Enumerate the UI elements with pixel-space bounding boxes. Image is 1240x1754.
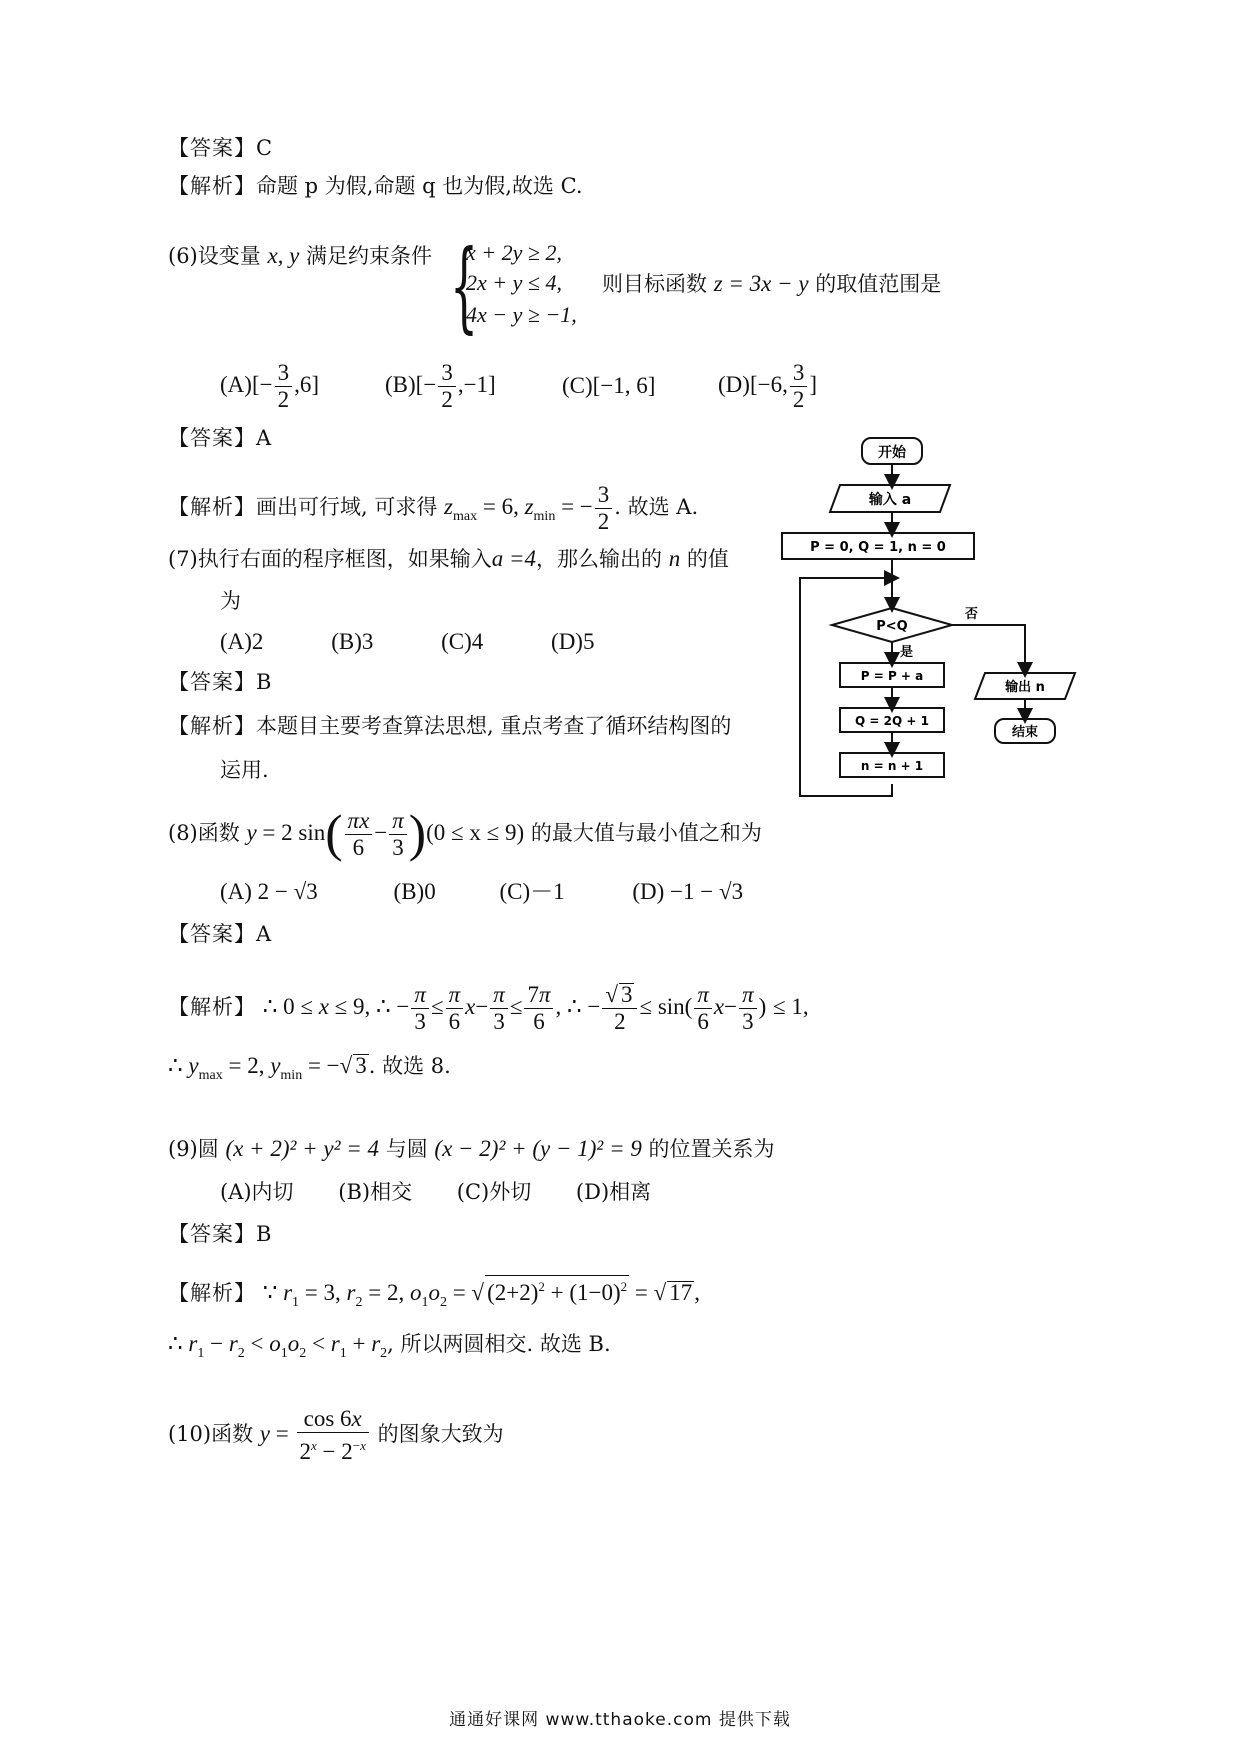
q7-text-1: (7)执行右面的程序框图，如果输入 [168, 547, 492, 571]
q7-input-value: a =4 [491, 546, 537, 571]
flow-step2-text: Q = 2Q + 1 [855, 714, 929, 728]
analysis-label: 【解析】 [168, 174, 256, 198]
q7-option-b: (B)3 [331, 629, 374, 654]
q8-answer: A [256, 922, 272, 946]
fraction: $\frac{3}{2}$ [595, 482, 613, 535]
q8-options [220, 878, 743, 906]
fraction: $\frac{√ 3}{2}$ [602, 982, 637, 1035]
q6-option-d: (D)[−6, $\frac{3}{2}$ ] [718, 360, 817, 412]
flow-init-text: P = 0, Q = 1, n = 0 [810, 540, 946, 555]
q6-constraint-1: x + 2y ≥ 2, [466, 240, 562, 265]
answer-label: 【答案】 [168, 922, 256, 946]
flow-end-text: 结束 [1011, 725, 1039, 740]
q6-target: z = 3x − y [713, 271, 809, 296]
flow-input-text: 输入 a [868, 492, 912, 508]
q6-answer-line [168, 424, 271, 452]
q7-option-c: (C)4 [441, 629, 484, 654]
q8-analysis-line2: ∴ $y_{max} = 2$, $y_{min}$ = −√ 3. 故选 8. [168, 1053, 451, 1083]
q6-answer: A [256, 426, 272, 450]
q8-answer-line [168, 920, 271, 948]
fraction: $\frac{\pi}{3}$ [411, 982, 429, 1035]
q6-constraint-2: 2x + y ≤ 4, [466, 270, 562, 295]
q7-analysis-1: 本题目主要考查算法思想, 重点考查了循环结构图的 [256, 714, 732, 738]
q8-option-b: (B)0 [393, 879, 436, 904]
flow-no-label: 否 [965, 607, 979, 622]
q9-suffix: 的位置关系为 [648, 1137, 775, 1161]
fraction: $\frac{\pi x}{6}$ [345, 808, 373, 861]
q7-text-3: 的值 [686, 547, 729, 571]
analysis-label: 【解析】 [168, 994, 256, 1019]
fraction: $\frac{3}{2}$ [438, 360, 456, 413]
q9-analysis-line2-suffix: , 所以两圆相交. 故选 B. [387, 1332, 611, 1356]
q9-option-b: (B)相交 [338, 1180, 413, 1204]
option-c-label: (C) [562, 373, 593, 398]
q10-suffix: 的图象大致为 [377, 1421, 504, 1446]
brace-symbol: { [450, 230, 479, 344]
q9-option-d: (D)相离 [575, 1180, 652, 1204]
q9-circle2: (x − 2)² + (y − 1)² = 9 [434, 1136, 642, 1161]
q8-suffix: 的最大值与最小值之和为 [530, 820, 762, 845]
flow-step3-text: n = n + 1 [860, 759, 924, 773]
q6-vars: x, y [267, 243, 300, 268]
flowchart [780, 430, 1100, 810]
fraction: $\frac{7\pi}{6}$ [524, 982, 553, 1035]
q8-analysis-line: 【解析】 ∴ 0 ≤ x ≤ 9, ∴ − $\frac{\pi}{3}$ ≤ $\frac{\pi}{6}$ x− $\frac{\pi}{3}$ ≤ $\frac{7\pi}{6}$ , ∴ − $\frac{√ 3}{2}$ ≤ sin( $\frac{\pi}{6}$ x− $\frac{\pi}{3}$ ) ≤ 1, [168, 982, 809, 1034]
flow-yes-label: 是 [900, 645, 914, 660]
option-b-label: (B) [385, 371, 416, 397]
q9-option-a: (A)内切 [220, 1180, 294, 1204]
q7-answer-line [168, 668, 271, 696]
q5-answer: C [256, 136, 273, 160]
fraction: $\frac{3}{2}$ [790, 360, 808, 413]
q7-options [220, 628, 594, 656]
fraction: $\frac{\cos 6x}{2^x - 2^{-x}}$ [297, 1406, 369, 1465]
answer-label: 【答案】 [168, 1222, 256, 1246]
q8-stem: (8)函数 y = 2 sin( $\frac{\pi x}{6}$ − $\frac{\pi}{3}$ )(0 ≤ x ≤ 9) 的最大值与最小值之和为 [168, 805, 762, 863]
flow-condition-text: P<Q [876, 619, 908, 634]
q6-then: 则目标函数 [602, 272, 707, 296]
q8-analysis-tail: ≤ 1, [772, 993, 809, 1019]
analysis-label: 【解析】 [168, 1281, 256, 1305]
q9-middle: 与圆 [385, 1137, 428, 1161]
q8-option-d: (D) −1 − √3 [632, 879, 744, 904]
q9-answer: B [256, 1222, 272, 1246]
q9-options [220, 1178, 651, 1206]
analysis-label: 【解析】 [168, 494, 256, 519]
q6-suffix: 的取值范围是 [815, 272, 942, 296]
q6-option-b: (B)[− $\frac{3}{2}$ ,−1] [385, 360, 496, 412]
q9-stem [168, 1135, 775, 1163]
q7-stem [168, 545, 729, 573]
q6-constraint-system [450, 230, 620, 344]
answer-label: 【答案】 [168, 136, 256, 160]
q8-option-c: (C)－1 [499, 879, 565, 904]
q6-stem-tail [602, 270, 941, 298]
q9-analysis-line2: ∴ $r_1 - r_2 < o_1o_2 < r_1 + r_2$, 所以两圆相交. 故选 B. [168, 1331, 611, 1361]
analysis-label: 【解析】 [168, 714, 256, 738]
q6-cond: 满足约束条件 [306, 244, 433, 268]
q6-prefix: (6)设变量 [168, 244, 261, 268]
fraction: $\frac{3}{2}$ [275, 360, 293, 413]
q5-analysis-line [168, 172, 583, 200]
q5-answer-line [168, 134, 272, 162]
q9-circle1: (x + 2)² + y² = 4 [225, 1136, 380, 1161]
q7-answer: B [256, 670, 272, 694]
q7-stem-cont: 为 [220, 589, 241, 613]
q7-text-2: ，那么输出的 [536, 547, 663, 571]
fraction: $\frac{\pi}{6}$ [694, 982, 712, 1035]
q7-n: n [668, 546, 681, 571]
q7-option-a: (A)2 [220, 629, 264, 654]
fraction: $\frac{\pi}{3}$ [739, 982, 757, 1035]
flow-step1-text: P = P + a [860, 669, 924, 683]
option-d-label: (D) [718, 371, 750, 397]
q9-option-c: (C)外切 [456, 1180, 532, 1204]
fraction: $\frac{\pi}{6}$ [446, 982, 464, 1035]
flow-start-text: 开始 [878, 445, 906, 461]
q6-analysis-suffix: . 故选 A. [614, 494, 699, 519]
answer-label: 【答案】 [168, 426, 256, 450]
fraction: $\frac{\pi}{3}$ [389, 808, 407, 861]
q6-option-c: (C)[−1, 6] [562, 373, 656, 398]
q10-prefix: (10)函数 [168, 1421, 254, 1446]
q8-prefix: (8)函数 [168, 820, 240, 845]
q10-stem: (10)函数 y = $\frac{\cos 6x}{2^x - 2^{-x}}$ 的图象大致为 [168, 1406, 504, 1464]
q9-answer-line [168, 1220, 271, 1248]
q9-prefix: (9)圆 [168, 1137, 219, 1161]
q7-analysis-line [168, 712, 731, 740]
q7-analysis-2: 运用. [220, 758, 269, 782]
q9-analysis-line: 【解析】 ∵ $r_1 = 3$, $r_2 = 2$, $o_1o_2$ = √ $(2+2)^2 + (1-0)^2$ = √ 17, [168, 1275, 700, 1317]
page-footer: 通通好课网 www.tthaoke.com 提供下载 [449, 1710, 791, 1730]
fraction: $\frac{\pi}{3}$ [490, 982, 508, 1035]
q6-stem [168, 242, 432, 270]
q8-analysis-line2-suffix: . 故选 8. [368, 1054, 451, 1078]
q6-analysis-line: 【解析】画出可行域, 可求得 $z_{max} = 6$, $z_{min}$ = − $\frac{3}{2}$ . 故选 A. [168, 482, 699, 534]
answer-label: 【答案】 [168, 670, 256, 694]
flow-output-text: 输出 n [1005, 680, 1045, 695]
q6-constraint-3: 4x − y ≥ −1, [466, 302, 577, 327]
q8-option-a: (A) 2 − √3 [220, 879, 318, 904]
q5-analysis: 命题 p 为假,命题 q 也为假,故选 C. [256, 174, 583, 198]
q6-option-a: (A)[− $\frac{3}{2}$ ,6] [220, 360, 319, 412]
q7-option-d: (D)5 [551, 629, 595, 654]
q6-analysis-prefix: 画出可行域, 可求得 [256, 494, 438, 519]
q8-domain: (0 ≤ x ≤ 9) [426, 819, 525, 845]
option-a-label: (A) [220, 371, 252, 397]
